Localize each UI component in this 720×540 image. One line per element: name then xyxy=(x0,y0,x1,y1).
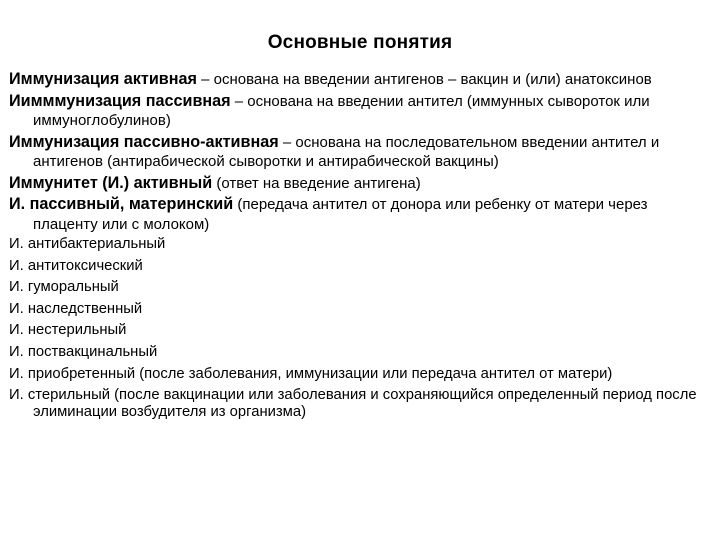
page-title: Основные понятия xyxy=(267,32,453,53)
list-item: И. стерильный (после вакцинации или заболевания и сохраняющийся определенный период после элиминации возбудителя из организма) xyxy=(9,386,697,420)
list-item: И. приобретенный (после заболевания, иммунизации или передача антител от матери) xyxy=(9,365,613,382)
concepts-list xyxy=(9,70,715,425)
list-item: И. нестерильный xyxy=(9,322,127,339)
item-description: – основана на введении антител (иммунных сывороток или иммуноглобулинов) xyxy=(33,92,650,129)
item-description: – основана на последовательном введении антител и антигенов (антирабической сыворотки и антирабической вакцины) xyxy=(33,133,660,170)
list-item: И. антитоксический xyxy=(9,257,143,274)
list-item: И. поствакцинальный xyxy=(9,343,158,360)
list-item-active-immunization xyxy=(9,70,715,90)
item-term: Иммунизация пассивно-активная xyxy=(9,132,279,151)
item-term: Иммунитет (И.) активный xyxy=(9,173,213,192)
item-description: (передача антител от донора или ребенку от матери через плаценту или с молоком) xyxy=(33,196,648,233)
list-item-active-immunity xyxy=(9,174,715,194)
list-item-passive-immunization xyxy=(9,92,715,131)
item-term: И. пассивный, материнский xyxy=(9,195,234,213)
item-description: (ответ на введение антигена) xyxy=(212,174,421,192)
list-item: И. наследственный xyxy=(9,300,143,317)
item-term: Иммунизация активная xyxy=(9,70,197,88)
list-item-passive-active-immunization xyxy=(9,133,715,172)
item-description: – основана на введении антигенов – вакцин и (или) анатоксинов xyxy=(196,71,652,88)
list-item: И. антибактериальный xyxy=(9,236,166,252)
list-item-passive-immunity xyxy=(9,195,715,234)
list-item: И. гуморальный xyxy=(9,279,119,296)
item-term: Иимммунизация пассивная xyxy=(9,91,231,110)
